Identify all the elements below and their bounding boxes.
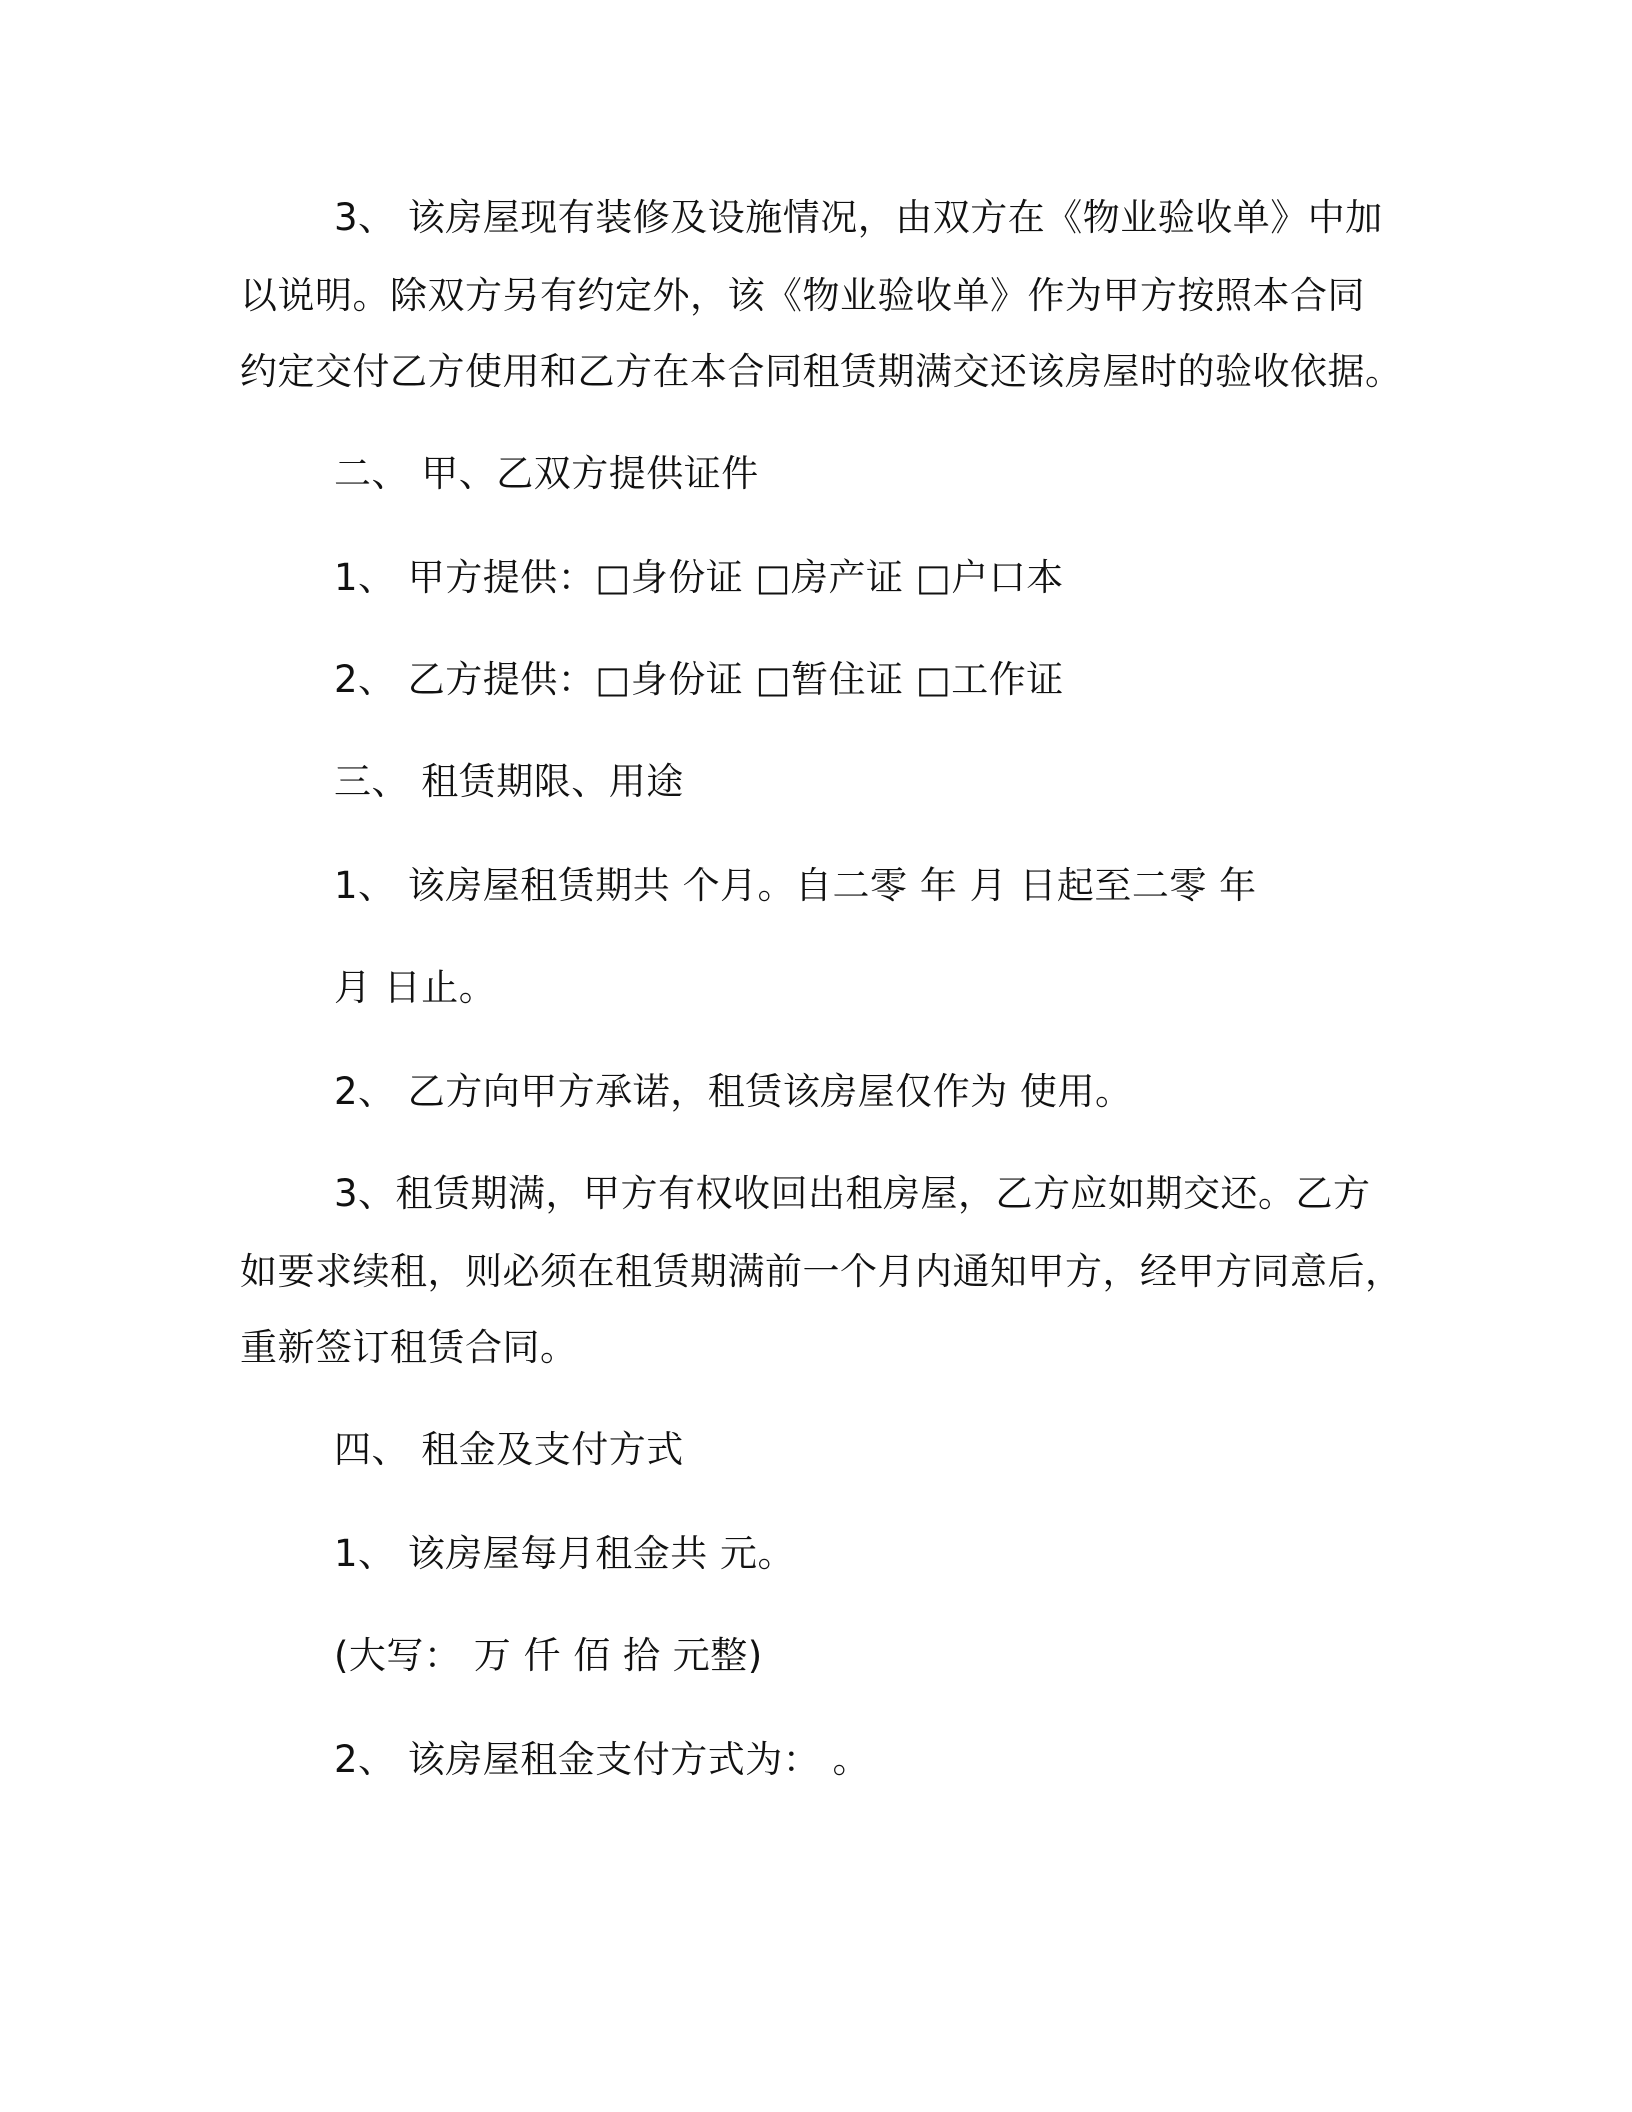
- paragraph-line: 约定交付乙方使用和乙方在本合同租赁期满交还该房屋时的验收依据。: [240, 350, 1403, 393]
- paragraph-line: 如要求续租，则必须在租赁期满前一个月内通知甲方，经甲方同意后，: [240, 1250, 1403, 1293]
- list-item: 1、 甲方提供：□身份证 □房产证 □户口本: [334, 556, 1064, 599]
- list-item-note: (大写： 万 仟 佰 拾 元整): [334, 1634, 763, 1677]
- paragraph-line: 重新签订租赁合同。: [240, 1326, 578, 1369]
- section-heading: 二、 甲、乙双方提供证件: [334, 452, 759, 495]
- list-item: 1、 该房屋租赁期共 个月。自二零 年 月 日起至二零 年: [334, 864, 1257, 907]
- list-item: 1、 该房屋每月租金共 元。: [334, 1532, 796, 1575]
- list-item-continuation: 月 日止。: [334, 966, 497, 1009]
- list-item: 2、 该房屋租金支付方式为： 。: [334, 1738, 871, 1781]
- paragraph-line: 3、租赁期满，甲方有权收回出租房屋，乙方应如期交还。乙方: [334, 1172, 1371, 1215]
- section-heading: 三、 租赁期限、用途: [334, 760, 684, 803]
- list-item: 2、 乙方提供：□身份证 □暂住证 □工作证: [334, 658, 1064, 701]
- section-heading: 四、 租金及支付方式: [334, 1428, 684, 1471]
- paragraph-line: 3、 该房屋现有装修及设施情况，由双方在《物业验收单》中加: [334, 196, 1383, 239]
- paragraph-line: 以说明。除双方另有约定外，该《物业验收单》作为甲方按照本合同: [240, 274, 1365, 317]
- list-item: 2、 乙方向甲方承诺，租赁该房屋仅作为 使用。: [334, 1070, 1133, 1113]
